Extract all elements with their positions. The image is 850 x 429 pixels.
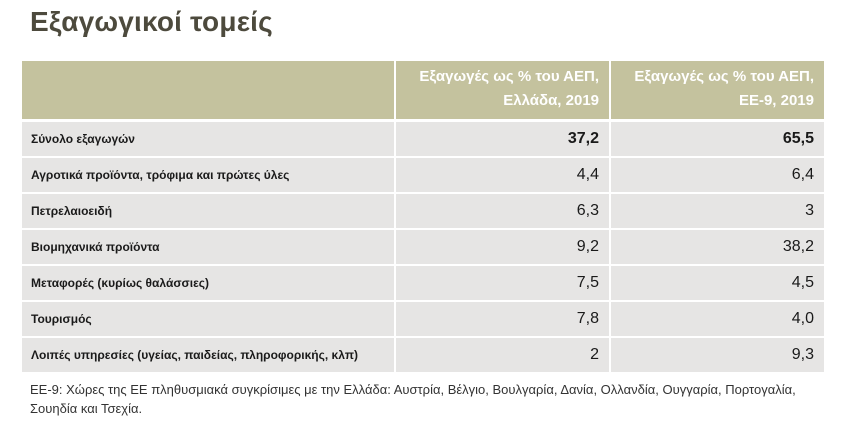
- value-eu9: 6,4: [610, 157, 824, 193]
- header-greece: Εξαγωγές ως % του ΑΕΠ, Ελλάδα, 2019: [395, 61, 610, 121]
- row-label: Αγροτικά προϊόντα, τρόφιμα και πρώτες ύλες: [22, 157, 395, 193]
- table-header-row: [22, 61, 824, 121]
- value-eu9: 3: [610, 193, 824, 229]
- value-eu9: 38,2: [610, 229, 824, 265]
- table-row: [22, 337, 824, 372]
- footnote: ΕΕ-9: Χώρες της ΕΕ πληθυσμιακά συγκρίσιμες με την Ελλάδα: Αυστρία, Βέλγιο, Βουλγαρία, Δανία, Ολλανδία, Ουγγαρία, Πορτογαλία, Σουηδία και Τσεχία.: [30, 382, 796, 416]
- value-greece: 4,4: [395, 157, 610, 193]
- row-label: Πετρελαιοειδή: [22, 193, 395, 229]
- row-label: Βιομηχανικά προϊόντα: [22, 229, 395, 265]
- row-label: Τουρισμός: [22, 301, 395, 337]
- table-row: [22, 301, 824, 337]
- value-greece: 7,8: [395, 301, 610, 337]
- value-greece: 2: [395, 337, 610, 372]
- page-title: Εξαγωγικοί τομείς: [30, 6, 273, 37]
- table-row: [22, 265, 824, 301]
- exports-table: [22, 61, 824, 372]
- table-row: [22, 157, 824, 193]
- value-eu9: 4,0: [610, 301, 824, 337]
- header-sector: [22, 61, 395, 121]
- value-greece: 7,5: [395, 265, 610, 301]
- table-row-total: [22, 121, 824, 158]
- value-eu9: 65,5: [610, 121, 824, 158]
- value-greece: 37,2: [395, 121, 610, 158]
- value-eu9: 9,3: [610, 337, 824, 372]
- table-row: [22, 229, 824, 265]
- row-label: Σύνολο εξαγωγών: [22, 121, 395, 158]
- value-greece: 6,3: [395, 193, 610, 229]
- row-label: Μεταφορές (κυρίως θαλάσσιες): [22, 265, 395, 301]
- value-greece: 9,2: [395, 229, 610, 265]
- row-label: Λοιπές υπηρεσίες (υγείας, παιδείας, πληροφορικής, κλπ): [22, 337, 395, 372]
- value-eu9: 4,5: [610, 265, 824, 301]
- header-eu9: Εξαγωγές ως % του ΑΕΠ, ΕΕ-9, 2019: [610, 61, 824, 121]
- table-row: [22, 193, 824, 229]
